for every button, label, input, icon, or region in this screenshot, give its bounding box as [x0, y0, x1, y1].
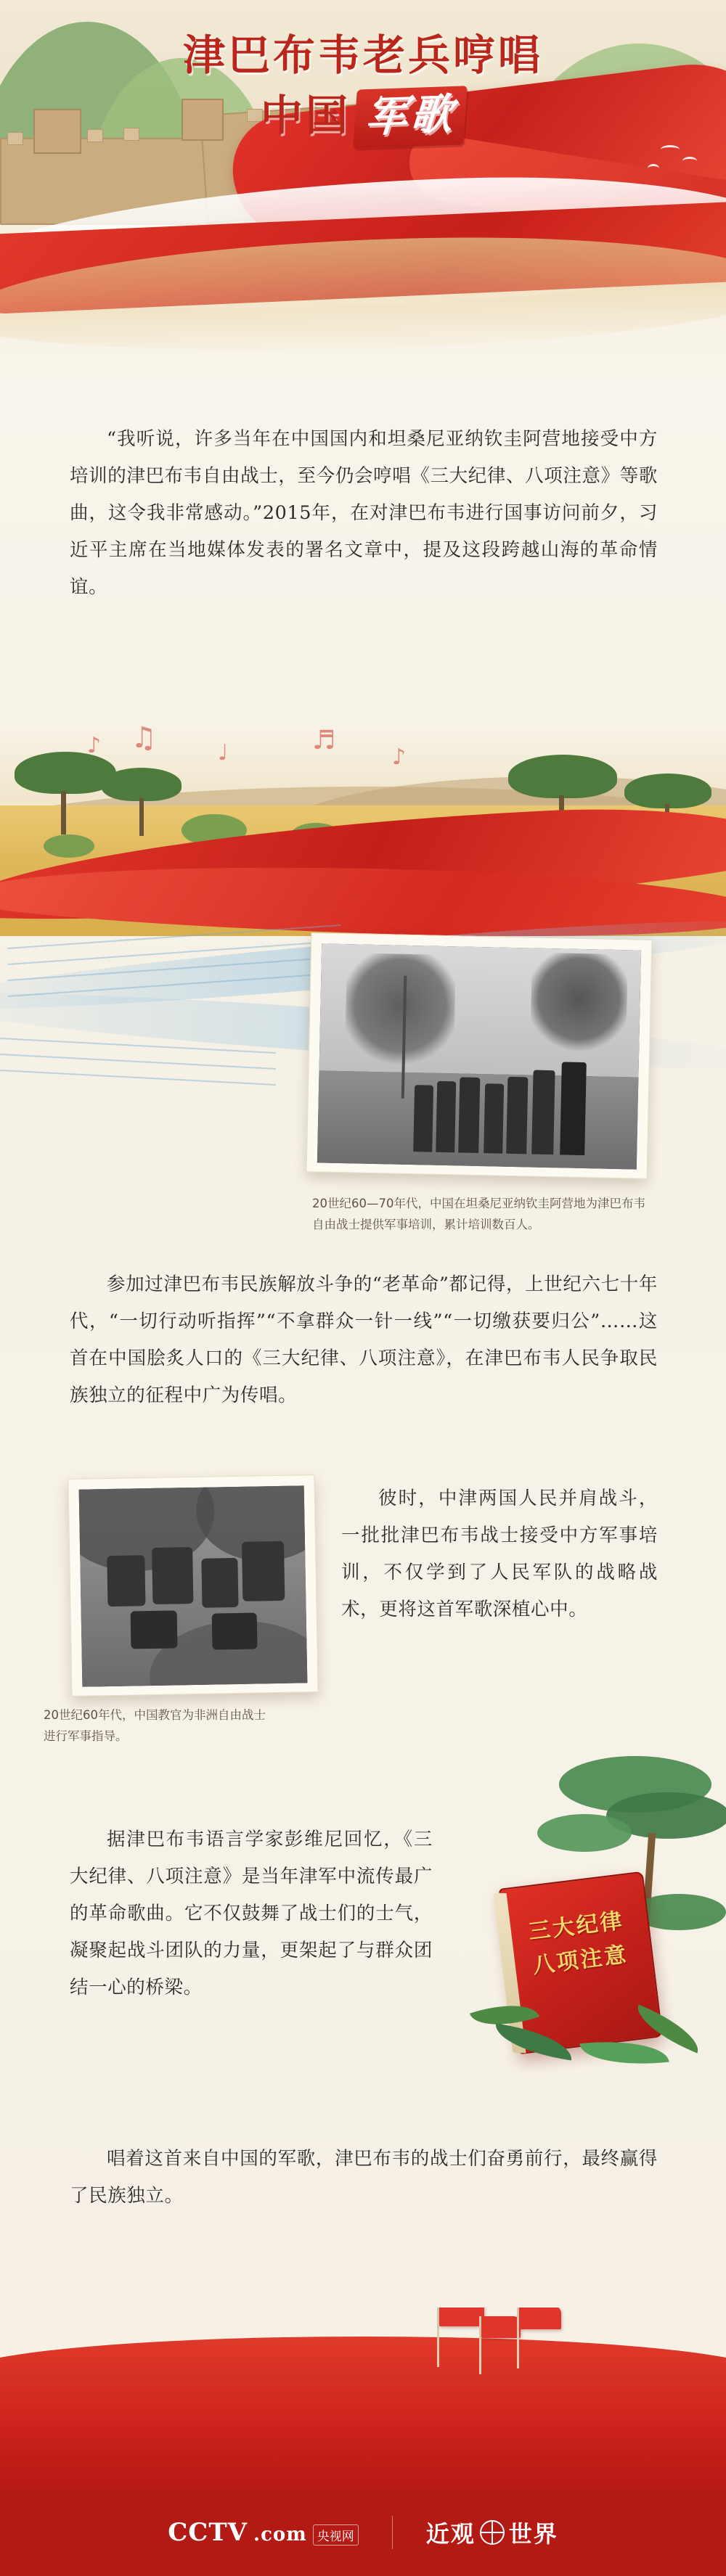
photo-2-frame — [68, 1474, 318, 1697]
photo-1-tree-left — [345, 953, 456, 1069]
paragraph-4: 据津巴布韦语言学家彭维尼回忆，《三大纪律、八项注意》是当年津军中流传最广的革命歌曲。它不仅鼓舞了战士们的士气，凝聚起战斗团队的力量，更架起了与群众团结一心的桥梁。 — [70, 1829, 433, 1998]
acacia-tree-icon — [624, 774, 711, 808]
cctv-dotcom-text: .com — [253, 2524, 307, 2546]
brand-text-left: 近观 — [425, 2520, 476, 2548]
red-flag-icon — [519, 2308, 561, 2329]
globe-icon — [480, 2520, 505, 2545]
photo-2-figure — [152, 1547, 193, 1604]
photo-1-caption: 20世纪60—70年代，中国在坦桑尼亚纳钦圭阿营地为津巴布韦自由战士提供军事培训，累计培训数百人。 — [312, 1197, 645, 1231]
cctv-logo-text: CCTV — [168, 2518, 248, 2547]
brand-logo-group[interactable] — [426, 2516, 558, 2549]
page-title-line2 — [0, 88, 726, 147]
photo-1-frame — [306, 932, 653, 1179]
bottom-red-wave — [0, 2308, 726, 2496]
red-flag-icon — [439, 2308, 484, 2326]
staff-line — [0, 1070, 276, 1086]
music-note-icon: ♪ — [87, 733, 102, 758]
bottom-wave-front — [0, 2337, 726, 2496]
footer-divider — [392, 2516, 393, 2549]
book-cover — [499, 1871, 664, 2055]
music-note-icon: ♪ — [392, 745, 407, 770]
photo-2-image — [79, 1485, 308, 1686]
photo-1-figure — [506, 1077, 528, 1154]
photo-1-figure — [484, 1083, 504, 1154]
acacia-trunk-icon — [61, 791, 66, 834]
staff-line — [7, 972, 340, 997]
photo-2-figure — [211, 1613, 257, 1650]
photo-1-tree-right — [530, 953, 628, 1056]
cctv-badge-text: 央视网 — [313, 2524, 359, 2546]
book-title-line1: 三大纪律 — [527, 1908, 626, 1945]
pine-foliage-icon — [537, 1814, 632, 1852]
page-title-line1: 津巴布韦老兵哼唱 — [182, 30, 543, 80]
book-title — [504, 1902, 653, 1986]
photo-2-figure — [242, 1541, 285, 1601]
photo-2-figure — [131, 1610, 178, 1649]
photo-2-figure — [202, 1558, 239, 1608]
header-title-block — [0, 29, 726, 146]
paragraph-1: “我听说，许多当年在中国国内和坦桑尼亚纳钦圭阿营地接受中方培训的津巴布韦自由战士，至今仍会哼唱《三大纪律、八项注意》等歌曲，这令我非常感动。”2015年，在对津巴布韦进行国事访问前夕，习近平主席在当地媒体发表的署名文章中，提及这段跨越山海的革命情谊。 — [70, 428, 658, 598]
acacia-trunk-icon — [139, 798, 144, 836]
photo-2-figure — [107, 1556, 145, 1607]
photo-2-caption: 20世纪60年代，中国教官为非洲自由战士进行军事指导。 — [44, 1708, 266, 1743]
music-note-icon: ♬ — [312, 726, 336, 755]
footer-bar — [0, 2489, 726, 2576]
photo-1-figure — [458, 1077, 480, 1153]
paragraph-2: 参加过津巴布韦民族解放斗争的“老革命”都记得，上世纪六七十年代，“一切行动听指挥”“不拿群众一针一线”“一切缴获要归公”……这首在中国脍炙人口的《三大纪律、八项注意》，在津巴布韦人民争取民族独立的征程中广为传唱。 — [70, 1273, 658, 1406]
page-title-highlight: 军歌 — [353, 86, 468, 148]
brand-text-right: 世界 — [508, 2520, 558, 2548]
book-illustration — [450, 1763, 726, 2112]
music-note-icon: ♩ — [218, 740, 229, 766]
acacia-tree-icon — [102, 768, 182, 801]
acacia-tree-icon — [508, 755, 617, 798]
photo-1-image — [317, 943, 641, 1169]
book-title-line2: 八项注意 — [531, 1941, 630, 1979]
staff-line — [7, 956, 340, 981]
page-title-line2-prefix: 中国 — [260, 90, 351, 140]
red-flag-icon — [481, 2316, 521, 2338]
paragraph-3: 彼时，中津两国人民并肩战斗，一批批津巴布韦战士接受中方军事培训，不仅学到了人民军队的战略战术，更将这首军歌深植心中。 — [341, 1488, 658, 1620]
music-note-icon: ♫ — [131, 726, 157, 755]
photo-1-figure — [436, 1081, 456, 1153]
header-banner — [0, 0, 726, 377]
staff-line — [0, 1038, 276, 1054]
cctv-logo-group[interactable] — [168, 2518, 359, 2547]
paragraph-5: 唱着这首来自中国的军歌，津巴布韦的战士们奋勇前行，最终赢得了民族独立。 — [70, 2148, 658, 2207]
staff-line — [7, 940, 340, 965]
bush-icon — [44, 834, 94, 858]
photo-1-figure — [413, 1085, 433, 1152]
photo-1-figure — [531, 1070, 555, 1154]
staff-line — [0, 1054, 276, 1070]
photo-1-figure-foreground — [560, 1062, 587, 1155]
savanna-illustration — [0, 726, 726, 936]
